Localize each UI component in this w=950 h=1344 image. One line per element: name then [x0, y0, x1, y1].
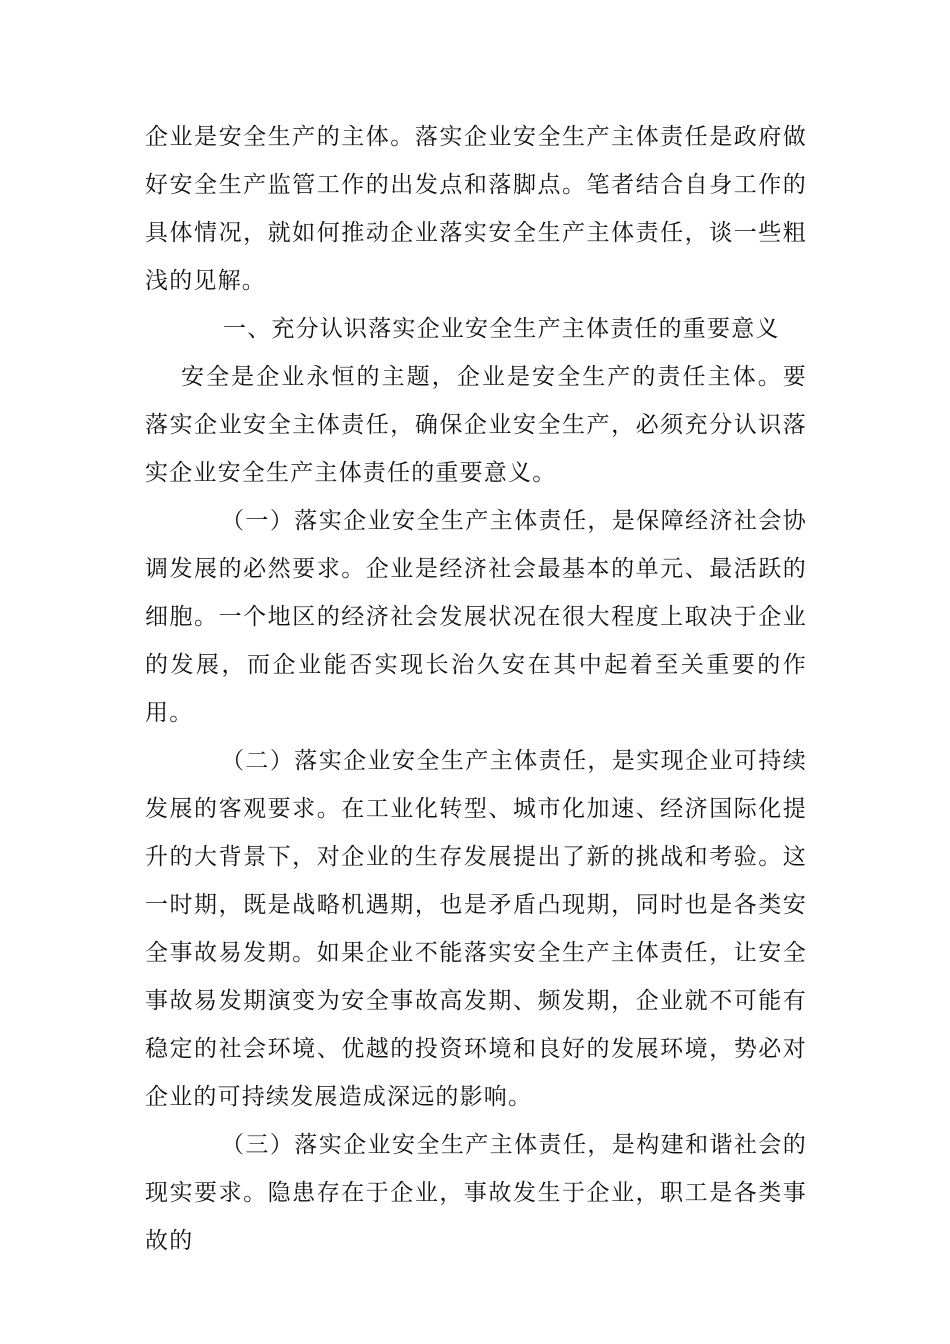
point-one-paragraph: （一）落实企业安全生产主体责任，是保障经济社会协调发展的必然要求。企业是经济社会最基本的单元、最活跃的细胞。一个地区的经济社会发展状况在很大程度上取决于企业的发展，而企业能否实现长治久安在其中起着至关重要的作用。	[145, 508, 807, 726]
intro-paragraph: 企业是安全生产的主体。落实企业安全生产主体责任是政府做好安全生产监管工作的出发点和落脚点。笔者结合自身工作的具体情况，就如何推动企业落实安全生产主体责任，谈一些粗浅的见解。	[145, 124, 807, 294]
document-body	[145, 113, 807, 1265]
point-three-paragraph: （三）落实企业安全生产主体责任，是构建和谐社会的现实要求。隐患存在于企业，事故发生于企业，职工是各类事故的	[145, 1132, 807, 1254]
point-two-paragraph: （二）落实企业安全生产主体责任，是实现企业可持续发展的客观要求。在工业化转型、城市化加速、经济国际化提升的大背景下，对企业的生存发展提出了新的挑战和考验。这一时期，既是战略机遇期，也是矛盾凸现期，同时也是各类安全事故易发期。如果企业不能落实安全生产主体责任，让安全事故易发期演变为安全事故高发期、频发期，企业就不可能有稳定的社会环境、优越的投资环境和良好的发展环境，势必对企业的可持续发展造成深远的影响。	[145, 748, 807, 1110]
section-intro-paragraph: 安全是企业永恒的主题，企业是安全生产的责任主体。要落实企业安全主体责任，确保企业安全生产，必须充分认识落实企业安全生产主体责任的重要意义。	[145, 364, 807, 486]
section-heading: 一、充分认识落实企业安全生产主体责任的重要意义	[223, 316, 780, 342]
